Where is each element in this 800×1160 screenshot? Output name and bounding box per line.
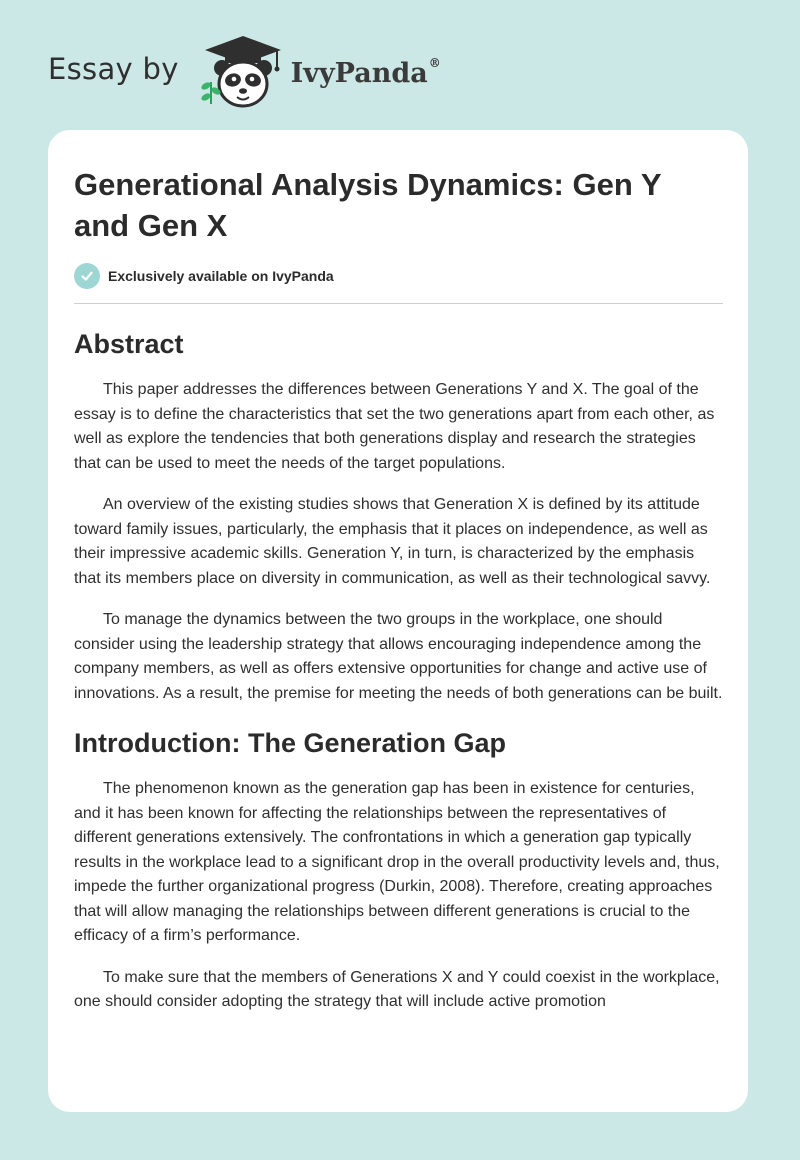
section-heading-introduction: Introduction: The Generation Gap bbox=[74, 728, 506, 758]
brand-header bbox=[48, 34, 441, 110]
exclusive-badge bbox=[74, 263, 334, 289]
introduction-paragraph: To make sure that the members of Generations X and Y could coexist in the workplace, one should consider adopting the strategy that will include active promotion bbox=[74, 968, 720, 1010]
brand-name: IvyPanda® bbox=[290, 55, 441, 89]
divider bbox=[74, 303, 723, 304]
abstract-paragraph: To manage the dynamics between the two groups in the workplace, one should consider using the leadership strategy that allows encouraging independence among the company members, as well as offers extensive opportunities for change and active use of innovations. As a result, the premise for meeting the needs of both generations can be built. bbox=[74, 611, 723, 702]
essay-title: Generational Analysis Dynamics: Gen Y and Gen X bbox=[74, 167, 661, 243]
check-icon bbox=[74, 263, 100, 289]
section-heading-abstract: Abstract bbox=[74, 329, 184, 359]
panda-graduate-logo-icon[interactable] bbox=[197, 34, 289, 110]
essay-body bbox=[74, 327, 723, 1015]
essay-card bbox=[48, 130, 748, 1112]
introduction-paragraph: The phenomenon known as the generation gap has been in existence for centuries, and it has been known for affecting the relationships between the representatives of different generations extensively. The confrontations in which a generation gap typically results in the workplace lead to a significant drop in the overall productivity levels and, thus, impede the further organizational progress (Durkin, 2008). Therefore, creating approaches that will allow managing the relationships between different generations is crucial to the efficacy of a firm’s performance. bbox=[74, 780, 720, 944]
abstract-paragraph: This paper addresses the differences between Generations Y and X. The goal of the essay is to define the characteristics that set the two generations apart from each other, as well as explore the tendencies that both generations display and research the strategies that can be used to meet the needs of the target populations. bbox=[74, 381, 715, 472]
brand-prefix: Essay by bbox=[48, 52, 179, 86]
exclusive-label: Exclusively available on IvyPanda bbox=[108, 268, 334, 284]
abstract-paragraph: An overview of the existing studies shows that Generation X is defined by its attitude toward family issues, particularly, the emphasis that it places on independence, as well as their impressive academic skills. Generation Y, in turn, is characterized by the emphasis that its members place on diversity in communication, as well as their technological savvy. bbox=[74, 496, 711, 587]
